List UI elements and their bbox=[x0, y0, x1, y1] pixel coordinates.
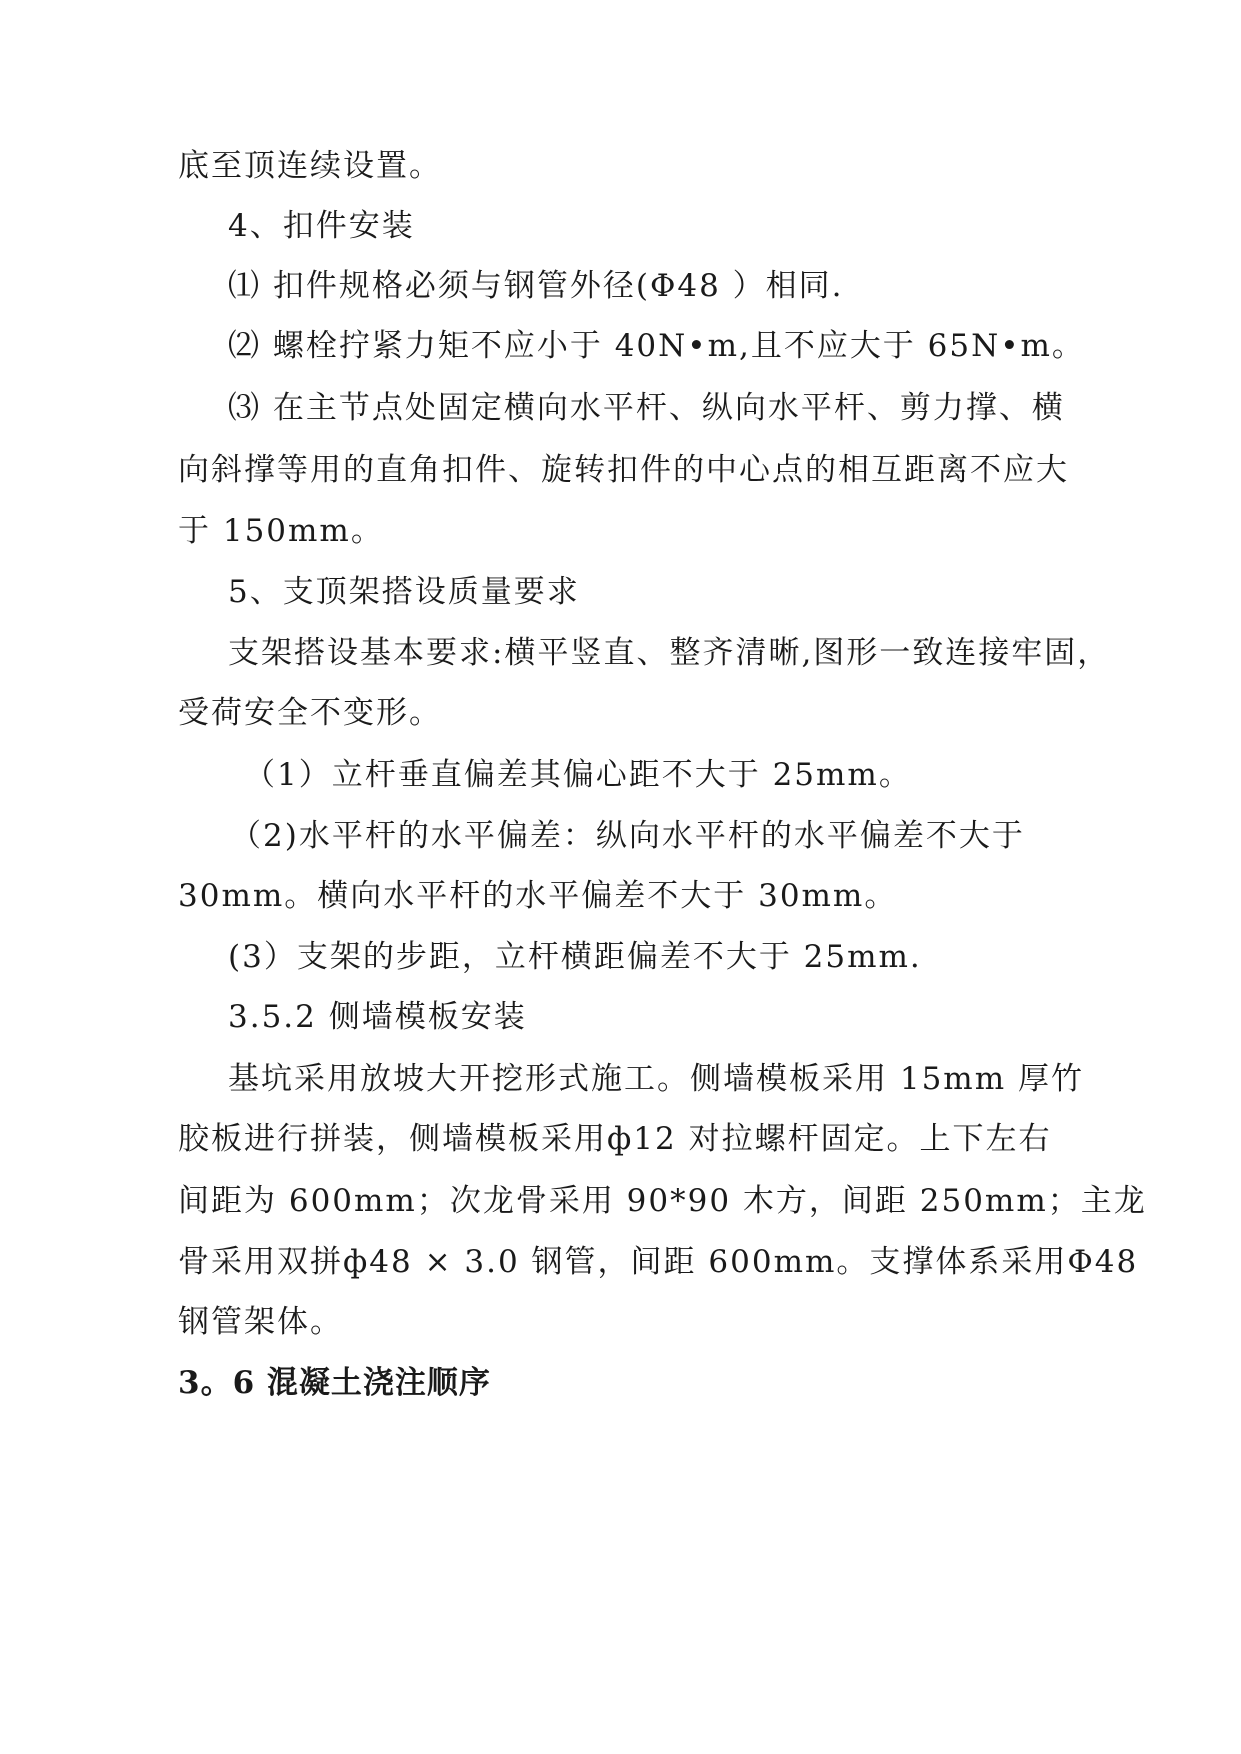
list-item: （1）立杆垂直偏差其偏心距不大于 25mm。 bbox=[244, 757, 912, 793]
list-item: ⑵ 螺栓拧紧力矩不应小于 40N•m,且不应大于 65N•m。 bbox=[228, 328, 1085, 364]
chapter-heading: 3。6 混凝土浇注顺序 bbox=[178, 1365, 491, 1401]
text-line: 胶板进行拼装，侧墙模板采用ф12 对拉螺杆固定。上下左右 bbox=[178, 1121, 1052, 1157]
text-line: 30mm。横向水平杆的水平偏差不大于 30mm。 bbox=[178, 878, 898, 914]
paragraph-line: 基坑采用放坡大开挖形式施工。侧墙模板采用 15mm 厚竹 bbox=[228, 1061, 1084, 1097]
text-line: 间距为 600mm；次龙骨采用 90*90 木方，间距 250mm；主龙 bbox=[178, 1183, 1147, 1219]
list-item: （2)水平杆的水平偏差：纵向水平杆的水平偏差不大于 bbox=[230, 818, 1025, 854]
text-line: 底至顶连续设置。 bbox=[178, 148, 442, 184]
list-item: ⑴ 扣件规格必须与钢管外径(Φ48 ）相同. bbox=[228, 268, 844, 304]
section-heading: 4、扣件安装 bbox=[228, 208, 415, 244]
text-line: 受荷安全不变形。 bbox=[178, 695, 442, 731]
text-line: 骨采用双拼ф48 × 3.0 钢管，间距 600mm。支撑体系采用Φ48 bbox=[178, 1244, 1139, 1280]
text-line: 向斜撑等用的直角扣件、旋转扣件的中心点的相互距离不应大 bbox=[178, 452, 1069, 488]
paragraph-line: 支架搭设基本要求:横平竖直、整齐清晰,图形一致连接牢固， bbox=[228, 635, 1111, 671]
list-item: (3）支架的步距，立杆横距偏差不大于 25mm. bbox=[228, 939, 922, 975]
section-heading: 5、支顶架搭设质量要求 bbox=[228, 574, 580, 610]
list-item: ⑶ 在主节点处固定横向水平杆、纵向水平杆、剪力撑、横 bbox=[228, 390, 1065, 426]
text-line: 于 150mm。 bbox=[178, 513, 384, 549]
text-line: 钢管架体。 bbox=[178, 1304, 343, 1340]
section-heading: 3.5.2 侧墙模板安装 bbox=[228, 999, 527, 1035]
